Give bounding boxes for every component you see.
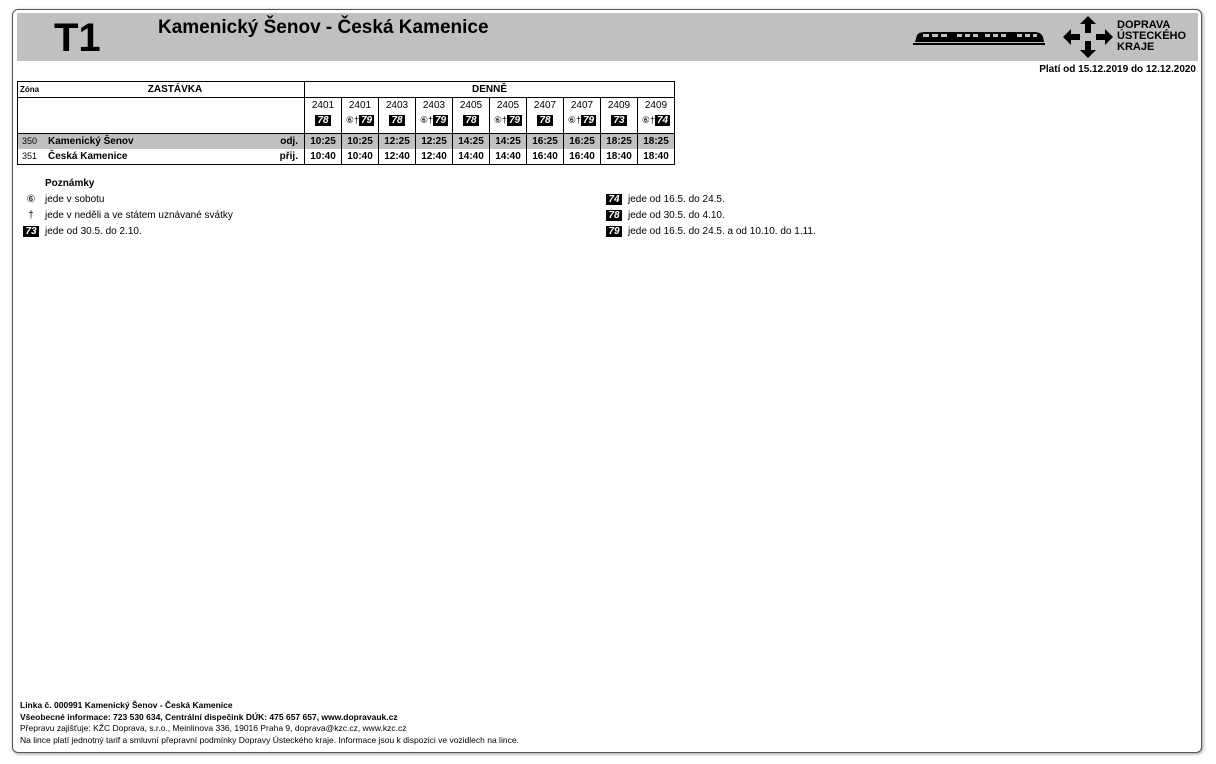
train-symbols <box>490 113 527 134</box>
note-item <box>25 226 142 238</box>
departure-time: 12:40 <box>416 149 453 165</box>
departure-time: 16:40 <box>527 149 564 165</box>
note-badge <box>605 210 623 222</box>
train-icon <box>913 29 1045 45</box>
train-symbols <box>638 113 675 134</box>
restriction-badge: 79 <box>434 115 447 126</box>
notes-title: Poznámky <box>45 178 95 189</box>
train-symbols <box>342 113 379 134</box>
restriction-badge: 73 <box>613 115 625 126</box>
train-symbols <box>564 113 601 134</box>
service-day-marks: ⑥† <box>345 115 359 125</box>
note-item <box>28 210 233 222</box>
restriction-badge: 78 <box>317 115 329 126</box>
stop-direction: odj. <box>247 134 304 150</box>
period-header: DENNĚ <box>305 82 675 98</box>
departure-time: 10:40 <box>342 149 379 165</box>
note-item <box>608 226 816 238</box>
validity-period: Platí od 15.12.2019 do 12.12.2020 <box>1039 64 1196 75</box>
departure-time: 12:25 <box>379 134 416 150</box>
stop-header-blank <box>18 98 305 134</box>
zone-number: 351 <box>18 149 47 165</box>
note-badge <box>605 194 623 206</box>
note-text: jede v sobotu <box>45 194 105 205</box>
stop-header: ZASTÁVKA <box>46 82 305 98</box>
stop-direction: přij. <box>247 149 304 165</box>
route-title: Kamenický Šenov - Česká Kamenice <box>158 17 489 38</box>
footer-tariff-info: Na lince platí jednotný tarif a smluvní přepravní podmínky Dopravy Ústeckého kraje. Informace jsou k dispozici ve vozidlech na lince. <box>20 734 519 745</box>
footer-operator-info: Přepravu zajišťuje: KŽC Doprava, s.r.o., Meinlinova 336, 19016 Praha 9, doprava@kzc.cz, www.kzc.cz <box>20 723 407 733</box>
note-mark: ⑥ <box>26 194 36 205</box>
train-number: 2401 <box>342 98 379 114</box>
note-badge <box>22 226 40 238</box>
restriction-badge: 78 <box>608 210 620 221</box>
stop-name: Kamenický Šenov <box>46 134 247 150</box>
zone-number: 350 <box>18 134 47 150</box>
restriction-badge: 78 <box>465 115 477 126</box>
train-number: 2401 <box>305 98 342 114</box>
train-symbols <box>601 113 638 134</box>
line-code: T1 <box>54 16 101 60</box>
note-item <box>608 210 725 222</box>
restriction-badge: 79 <box>608 226 620 237</box>
train-symbols <box>379 113 416 134</box>
departure-time: 10:40 <box>305 149 342 165</box>
note-text: jede v neděli a ve státem uznávané svátky <box>45 210 233 221</box>
departure-time: 18:40 <box>601 149 638 165</box>
train-number: 2405 <box>490 98 527 114</box>
restriction-badge: 78 <box>539 115 551 126</box>
stop-name: Česká Kamenice <box>46 149 247 165</box>
footer <box>20 700 519 746</box>
departure-time: 14:25 <box>490 134 527 150</box>
train-symbols <box>453 113 490 134</box>
timetable <box>17 81 675 165</box>
service-day-marks: ⑥† <box>493 115 507 125</box>
train-number: 2407 <box>564 98 601 114</box>
train-number: 2409 <box>601 98 638 114</box>
departure-time: 10:25 <box>342 134 379 150</box>
departure-time: 18:25 <box>638 134 675 150</box>
departure-time: 12:25 <box>416 134 453 150</box>
note-text: jede od 30.5. do 2.10. <box>45 226 142 237</box>
zona-header: Zóna <box>18 82 47 98</box>
restriction-badge: 78 <box>391 115 403 126</box>
departure-time: 18:25 <box>601 134 638 150</box>
train-number: 2405 <box>453 98 490 114</box>
logo-text-line: DOPRAVA <box>1117 19 1171 31</box>
logo-text <box>1117 20 1186 53</box>
restriction-badge: 79 <box>360 115 373 126</box>
logo-text-line: KRAJE <box>1117 41 1155 53</box>
restriction-badge: 73 <box>25 226 37 237</box>
train-number: 2403 <box>416 98 453 114</box>
logo-text-line: ÚSTECKÉHO <box>1117 30 1187 42</box>
note-text: jede od 30.5. do 4.10. <box>628 210 725 221</box>
dopravauk-logo-icon <box>1063 16 1113 58</box>
train-number: 2403 <box>379 98 416 114</box>
restriction-badge: 79 <box>508 115 521 126</box>
train-symbols <box>527 113 564 134</box>
departure-time: 14:40 <box>453 149 490 165</box>
departure-time: 12:40 <box>379 149 416 165</box>
footer-contact-info: Všeobecné informace: 723 530 634, Centrální dispečink DÚK: 475 657 657, www.dopravauk.cz <box>20 711 398 722</box>
train-symbols <box>305 113 342 134</box>
note-badge <box>605 226 623 238</box>
note-mark: † <box>28 210 34 221</box>
service-day-marks: ⑥† <box>641 115 655 125</box>
note-text: jede od 16.5. do 24.5. a od 10.10. do 1.11. <box>628 226 816 237</box>
departure-time: 16:40 <box>564 149 601 165</box>
restriction-badge: 79 <box>582 115 595 126</box>
restriction-badge: 74 <box>656 115 669 126</box>
note-item <box>608 194 725 206</box>
departure-time: 18:40 <box>638 149 675 165</box>
train-number: 2407 <box>527 98 564 114</box>
train-symbols <box>416 113 453 134</box>
departure-time: 16:25 <box>527 134 564 150</box>
footer-line-info: Linka č. 000991 Kamenický Šenov - Česká Kamenice <box>20 700 233 710</box>
service-day-marks: ⑥† <box>419 115 433 125</box>
note-item <box>26 194 105 206</box>
departure-time: 16:25 <box>564 134 601 150</box>
departure-time: 10:25 <box>305 134 342 150</box>
restriction-badge: 74 <box>608 194 620 205</box>
departure-time: 14:40 <box>490 149 527 165</box>
service-day-marks: ⑥† <box>567 115 581 125</box>
train-number: 2409 <box>638 98 675 114</box>
departure-time: 14:25 <box>453 134 490 150</box>
note-text: jede od 16.5. do 24.5. <box>628 194 725 205</box>
